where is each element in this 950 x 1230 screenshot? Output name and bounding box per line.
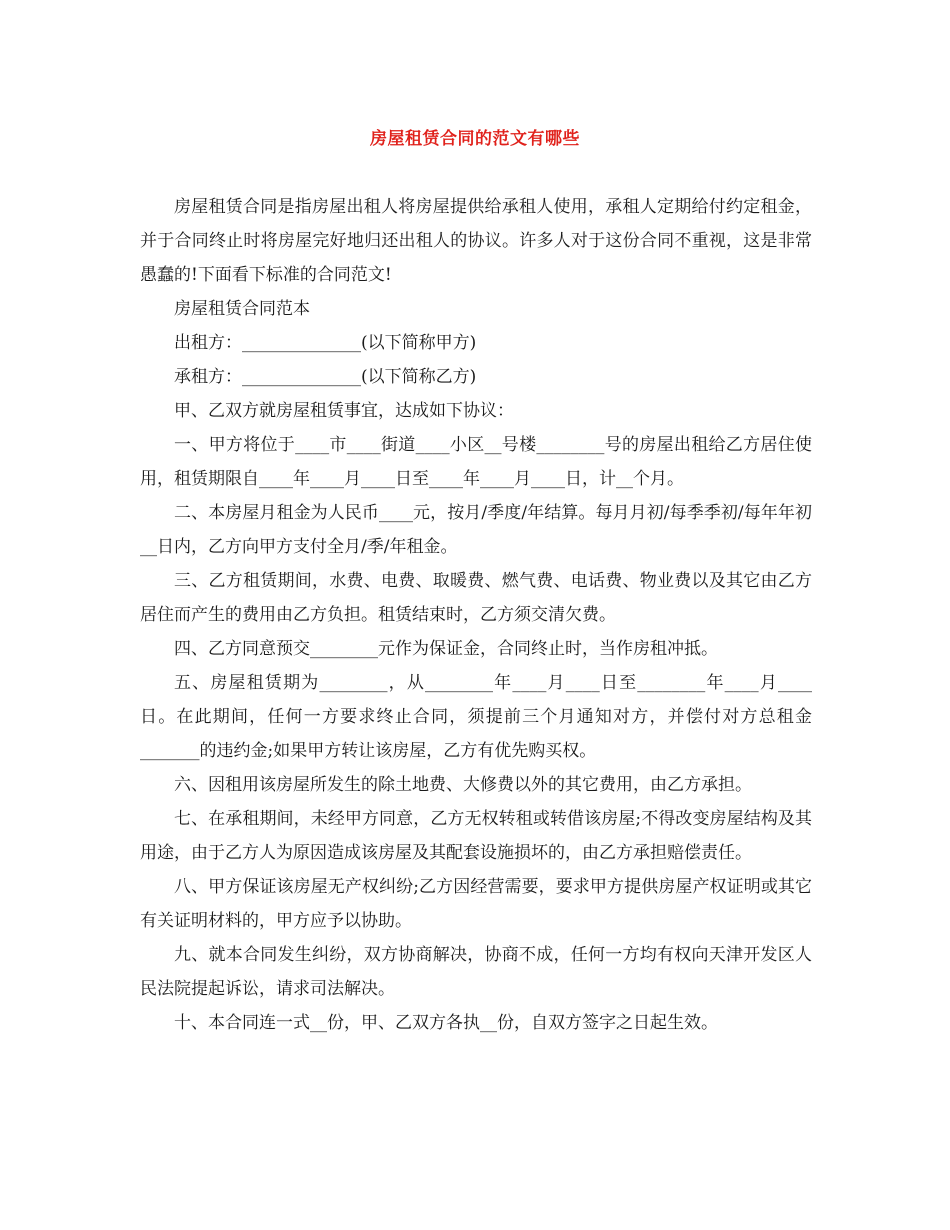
- clause-10: 十、本合同连一式__份，甲、乙双方各执__份，自双方签字之日起生效。: [174, 1013, 718, 1033]
- intro-paragraph: 房屋租赁合同是指房屋出租人将房屋提供给承租人使用，承租人定期给付约定租金，并于合同终止时将房屋完好地归还出租人的协议。许多人对于这份合同不重视，这是非常愚蠢的!下面看下标准的合同范文!: [140, 197, 812, 285]
- lessor-line: 出租方：______________(以下简称甲方): [174, 333, 477, 353]
- clause-2: 二、本房屋月租金为人民币____元，按月/季度/年结算。每月月初/每季季初/每年年初__日内，乙方向甲方支付全月/季/年租金。: [140, 503, 812, 557]
- clause-5: 五、房屋租赁期为________，从________年____月____日至________年____月____日。在此期间，任何一方要求终止合同，须提前三个月通知对方，并偿付对方总租金_______的违约金;如果甲方转让该房屋，乙方有优先购买权。: [140, 673, 812, 761]
- clause-9: 九、就本合同发生纠纷，双方协商解决，协商不成，任何一方均有权向天津开发区人民法院提起诉讼，请求司法解决。: [140, 945, 812, 999]
- clause-6: 六、因租用该房屋所发生的除土地费、大修费以外的其它费用，由乙方承担。: [174, 775, 752, 795]
- document-title: 房屋租赁合同的范文有哪些: [370, 129, 580, 149]
- document-body: [140, 190, 812, 1040]
- agreement-intro: 甲、乙双方就房屋租赁事宜，达成如下协议：: [174, 401, 514, 421]
- contract-heading: 房屋租赁合同范本: [174, 299, 310, 319]
- clause-3: 三、乙方租赁期间，水费、电费、取暖费、燃气费、电话费、物业费以及其它由乙方居住而产生的费用由乙方负担。租赁结束时，乙方须交清欠费。: [140, 571, 812, 625]
- lessee-line: 承租方：______________(以下简称乙方): [174, 367, 477, 387]
- clause-7: 七、在承租期间，未经甲方同意，乙方无权转租或转借该房屋;不得改变房屋结构及其用途，由于乙方人为原因造成该房屋及其配套设施损坏的，由乙方承担赔偿责任。: [140, 809, 812, 863]
- clause-4: 四、乙方同意预交________元作为保证金，合同终止时，当作房租冲抵。: [174, 639, 718, 659]
- clause-1: 一、甲方将位于____市____街道____小区__号楼________号的房屋出租给乙方居住使用，租赁期限自____年____月____日至____年____月____日，计__个月。: [140, 435, 812, 489]
- clause-8: 八、甲方保证该房屋无产权纠纷;乙方因经营需要，要求甲方提供房屋产权证明或其它有关证明材料的，甲方应予以协助。: [140, 877, 812, 931]
